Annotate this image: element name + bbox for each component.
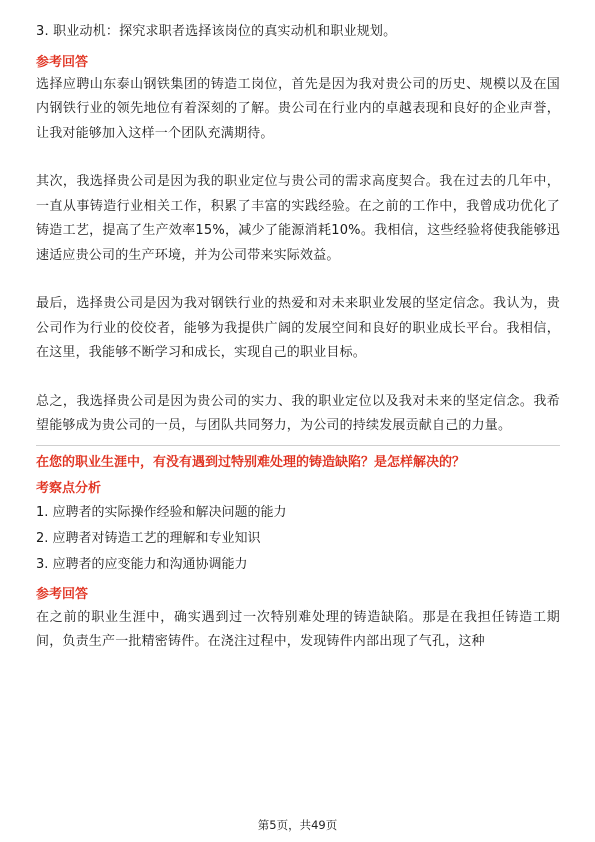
analysis-item-2: 2. 应聘者对铸造工艺的理解和专业知识 (36, 530, 261, 546)
analysis-item-3: 3. 应聘者的应变能力和沟通协调能力 (36, 556, 248, 572)
motivation-item: 3. 职业动机：探究求职者选择该岗位的真实动机和职业规划。 (36, 24, 397, 39)
interview-question: 在您的职业生涯中，有没有遇到过特别难处理的铸造缺陷？是怎样解决的？ (36, 454, 466, 470)
page-number: 第5页，共49页 (257, 818, 338, 832)
analysis-item-1: 1. 应聘者的实际操作经验和解决问题的能力 (36, 504, 287, 520)
section-divider (36, 445, 560, 446)
document-page (36, 18, 560, 655)
answer-paragraph-4: 总之，我选择贵公司是因为贵公司的实力、我的职业定位以及我对未来的坚定信念。我希望能够成为贵公司的一员，与团队共同努力，为公司的持续发展贡献自己的力量。 (36, 393, 560, 433)
answer-paragraph-1: 选择应聘山东泰山钢铁集团的铸造工岗位，首先是因为我对贵公司的历史、规模以及在国内钢铁行业的领先地位有着深刻的了解。贵公司在行业内的卓越表现和良好的企业声誉，让我对能够加入这样一个团队充满期待。 (36, 76, 560, 141)
reference-answer-label: 参考回答 (36, 54, 89, 70)
reference-answer-label-2: 参考回答 (36, 586, 89, 602)
answer-paragraph-2: 其次，我选择贵公司是因为我的职业定位与贵公司的需求高度契合。我在过去的几年中，一直从事铸造行业相关工作，积累了丰富的实践经验。在之前的工作中，我曾成功优化了铸造工艺，提高了生产效率15%，减少了能源消耗10%。我相信，这些经验将使我能够迅速适应贵公司的生产环境，并为公司带来实际效益。 (36, 174, 560, 263)
answer2-paragraph: 在之前的职业生涯中，确实遇到过一次特别难处理的铸造缺陷。那是在我担任铸造工期间，负责生产一批精密铸件。在浇注过程中，发现铸件内部出现了气孔，这种 (36, 609, 560, 649)
analysis-label: 考察点分析 (36, 480, 102, 496)
answer-paragraph-3: 最后，选择贵公司是因为我对钢铁行业的热爱和对未来职业发展的坚定信念。我认为，贵公司作为行业的佼佼者，能够为我提供广阔的发展空间和良好的职业成长平台。我相信，在这里，我能够不断学习和成长，实现自己的职业目标。 (36, 296, 560, 360)
